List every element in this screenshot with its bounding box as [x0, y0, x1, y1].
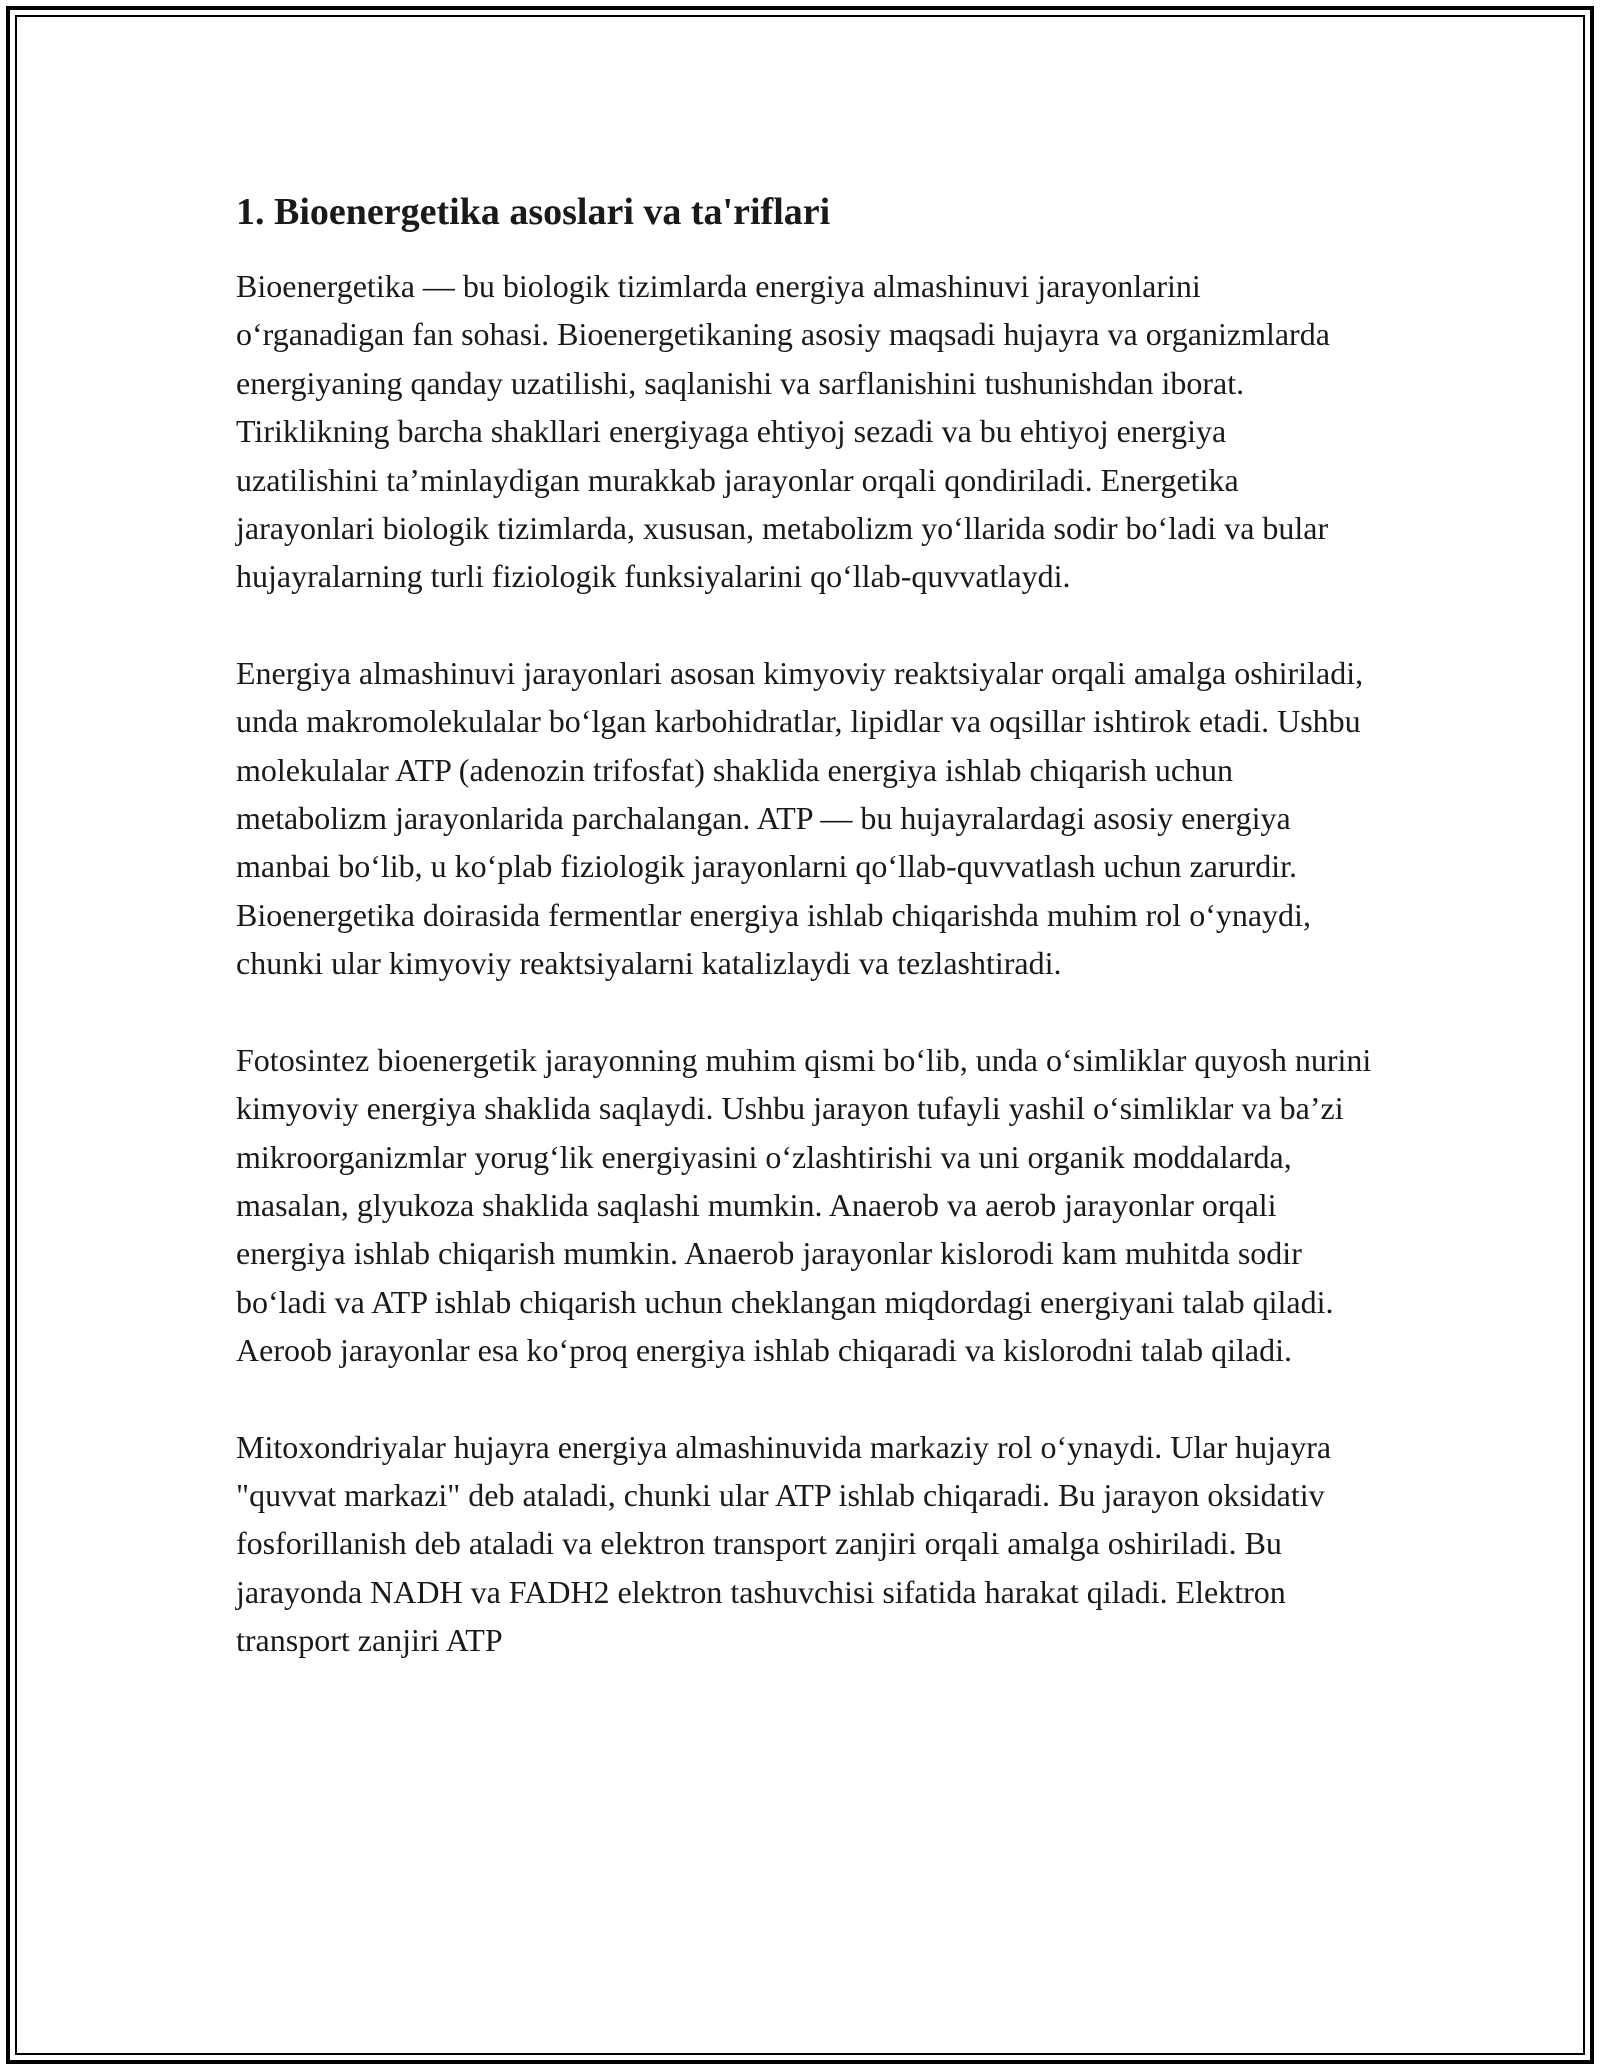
- paragraph-2: Energiya almashinuvi jarayonlari asosan kimyoviy reaktsiyalar orqali amalga oshiriladi, unda makromolekulalar bo‘lgan karbohidratlar, lipidlar va oqsillar ishtirok etadi. Ushbu molekulalar ATP (adenozin trifosfat) shaklida energiya ishlab chiqarish uchun metabolizm jarayonlarida parchalangan. ATP — bu hujayralardagi asosiy energiya manbai bo‘lib, u ko‘plab fiziologik jarayonlarni qo‘llab-quvvatlash uchun zarurdir. Bioenergetika doirasida fermentlar energiya ishlab chiqarishda muhim rol o‘ynaydi, chunki ular kimyoviy reaktsiyalarni katalizlaydi va tezlashtiradi.: [236, 654, 1364, 982]
- paragraph-3: Fotosintez bioenergetik jarayonning muhim qismi bo‘lib, unda o‘simliklar quyosh nurini kimyoviy energiya shaklida saqlaydi. Ushbu jarayon tufayli yashil o‘simliklar va ba’zi mikroorganizmlar yorug‘lik energiyasini o‘zlashtirishi va uni organik moddalarda, masalan, glyukoza shaklida saqlashi mumkin. Anaerob va aerob jarayonlar orqali energiya ishlab chiqarish mumkin. Anaerob jarayonlar kislorodi kam muhitda sodir bo‘ladi va ATP ishlab chiqarish uchun cheklangan miqdordagi energiyani talab qiladi. Aeroob jarayonlar esa ko‘proq energiya ishlab chiqaradi va kislorodni talab qiladi.: [236, 1041, 1372, 1369]
- paragraph-1: Bioenergetika — bu biologik tizimlarda energiya almashinuvi jarayonlarini o‘rganadigan fan sohasi. Bioenergetikaning asosiy maqsadi hujayra va organizmlarda energiyaning qanday uzatilishi, saqlanishi va sarflanishini tushunishdan iborat. Tiriklikning barcha shakllari energiyaga ehtiyoj sezadi va bu ehtiyoj energiya uzatilishini ta’minlaydigan murakkab jarayonlar orqali qondiriladi. Energetika jarayonlari biologik tizimlarda, xususan, metabolizm yo‘llarida sodir bo‘ladi va bular hujayralarning turli fiziologik funksiyalarini qo‘llab-quvvatlaydi.: [236, 268, 1330, 595]
- section-heading: 1. Bioenergetika asoslari va ta'riflari: [236, 191, 831, 233]
- document-body: [236, 188, 1376, 1713]
- paragraph-4: Mitoxondriyalar hujayra energiya almashinuvida markaziy rol o‘ynaydi. Ular hujayra "quvvat markazi" deb ataladi, chunki ular ATP ishlab chiqaradi. Bu jarayon oksidativ fosforillanish deb ataladi va elektron transport zanjiri orqali amalga oshiriladi. Bu jarayonda NADH va FADH2 elektron tashuvchisi sifatida harakat qiladi. Elektron transport zanjiri ATP: [236, 1428, 1332, 1659]
